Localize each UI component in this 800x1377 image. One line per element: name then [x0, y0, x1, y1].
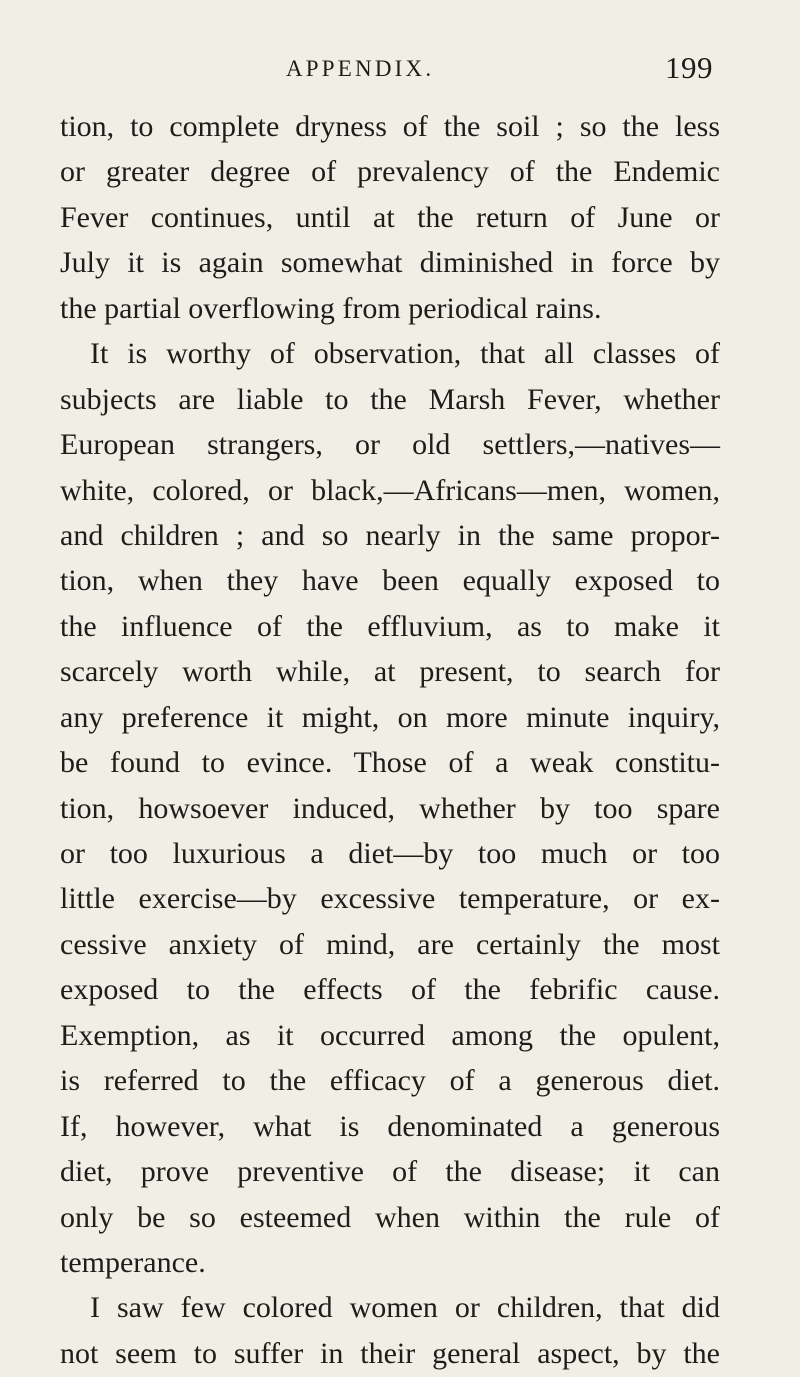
text-line: the influence of the effluvium, as to make it: [60, 609, 720, 643]
text-line: I saw few colored women or children, that did: [90, 1291, 720, 1325]
text-line: any preference it might, on more minute inquiry,: [60, 700, 720, 734]
body-text: [60, 104, 720, 1376]
running-head: [0, 48, 800, 88]
text-line: scarcely worth while, at present, to search for: [60, 655, 720, 689]
header-title: APPENDIX.: [286, 56, 435, 81]
text-line: little exercise—by excessive temperature, or ex-: [60, 882, 720, 916]
text-line: or greater degree of prevalency of the Endemic: [60, 155, 720, 189]
text-line: subjects are liable to the Marsh Fever, whether: [60, 382, 720, 416]
text-line: exposed to the effects of the febrific cause.: [60, 973, 720, 1007]
text-line: only be so esteemed when within the rule of: [60, 1200, 720, 1234]
text-line: Fever continues, until at the return of June or: [60, 200, 720, 234]
text-line: cessive anxiety of mind, are certainly the most: [60, 927, 720, 961]
text-line: diet, prove preventive of the disease; it can: [60, 1155, 720, 1189]
text-line: tion, when they have been equally exposed to: [60, 564, 720, 598]
text-line: temperance.: [60, 1245, 206, 1279]
text-line: be found to evince. Those of a weak constitu-: [60, 746, 720, 780]
text-line: July it is again somewhat diminished in force by: [60, 246, 720, 280]
text-line: white, colored, or black,—Africans—men, women,: [60, 473, 720, 507]
text-line: and children ; and so nearly in the same propor-: [60, 518, 720, 552]
text-line: is referred to the efficacy of a generous diet.: [60, 1064, 720, 1098]
text-line: or too luxurious a diet—by too much or too: [60, 837, 720, 870]
text-line: tion, to complete dryness of the soil ; so the less: [60, 110, 720, 143]
page-number: 199: [665, 50, 713, 85]
text-line: tion, howsoever induced, whether by too spare: [60, 791, 720, 825]
text-line: Exemption, as it occurred among the opulent,: [60, 1018, 720, 1052]
text-line: the partial overflowing from periodical rains.: [60, 291, 602, 325]
text-line: It is worthy of observation, that all classes of: [90, 337, 720, 371]
text-line: not seem to suffer in their general aspect, by the: [60, 1336, 720, 1370]
text-line: European strangers, or old settlers,—natives—: [60, 428, 720, 462]
text-line: If, however, what is denominated a generous: [60, 1109, 720, 1143]
